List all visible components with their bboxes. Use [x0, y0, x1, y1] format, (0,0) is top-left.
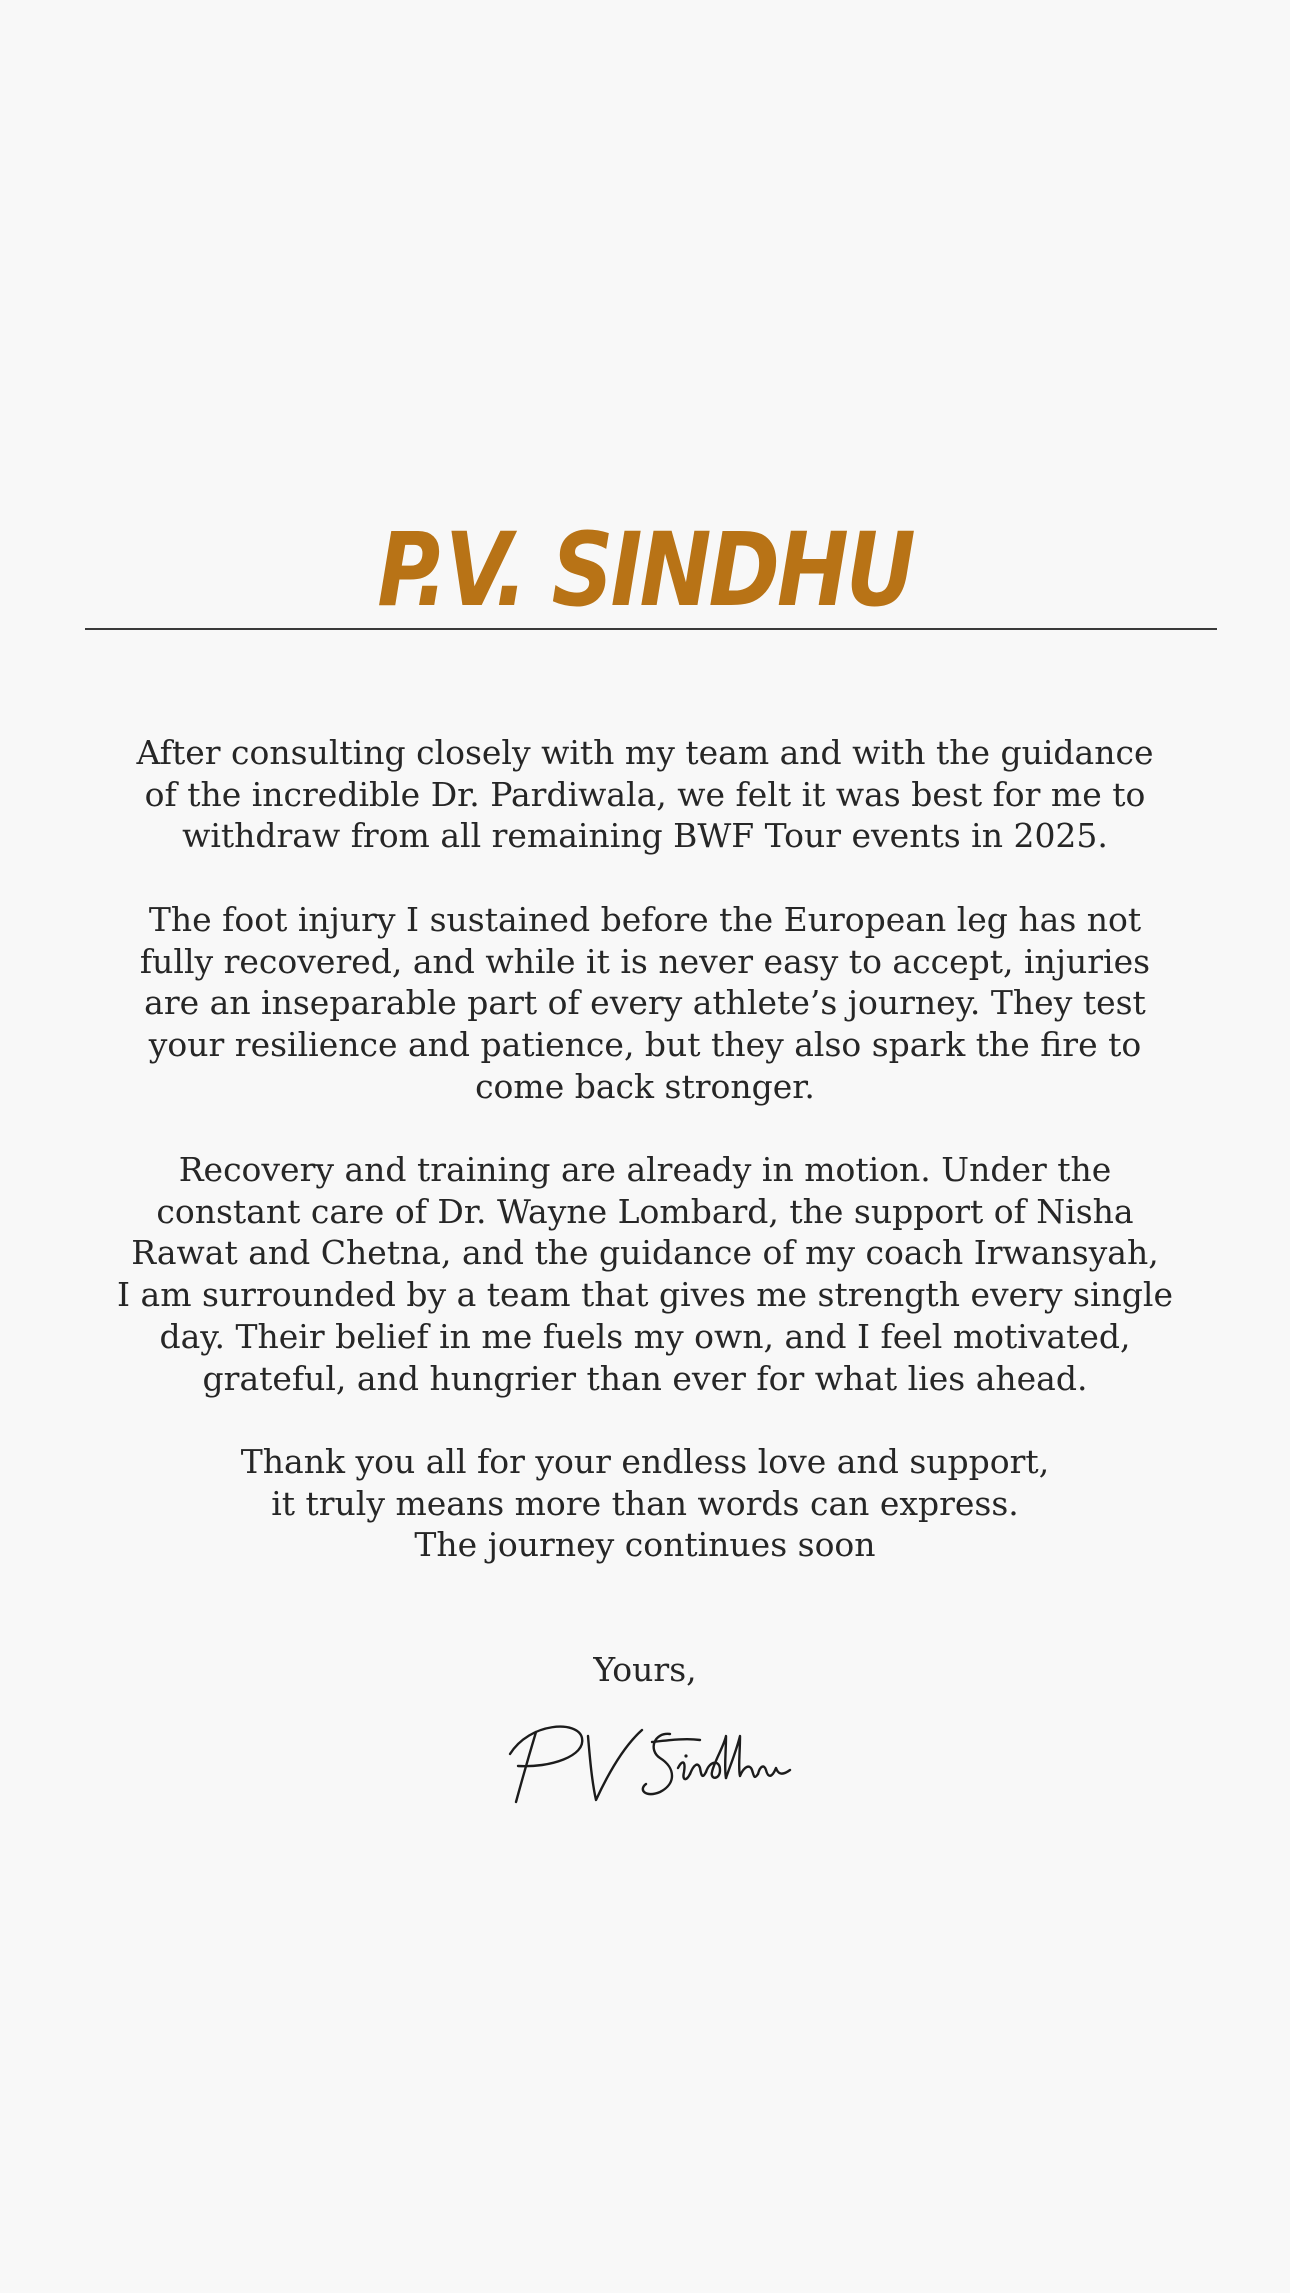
paragraph-line: I am surrounded by a team that gives me strength every single: [117, 1275, 1173, 1315]
paragraph-line: grateful, and hungrier than ever for what lies ahead.: [202, 1358, 1088, 1398]
paragraph-line: constant care of Dr. Wayne Lombard, the support of Nisha: [156, 1191, 1134, 1231]
paragraph-line: The journey continues soon: [414, 1525, 876, 1565]
paragraph-line: Rawat and Chetna, and the guidance of my coach Irwansyah,: [131, 1233, 1159, 1273]
paragraph-line: The foot injury I sustained before the European leg has not: [148, 899, 1142, 939]
paragraph-line: fully recovered, and while it is never easy to accept, injuries: [139, 941, 1151, 981]
paragraph-line: Thank you all for your endless love and support,: [240, 1441, 1050, 1481]
paragraph-4: [95, 1441, 1195, 1566]
paragraph-line: it truly means more than words can express.: [271, 1483, 1019, 1523]
paragraph-line: of the incredible Dr. Pardiwala, we felt it was best for me to: [144, 774, 1146, 814]
closing-salutation: Yours,: [593, 1650, 697, 1689]
paragraph-line: day. Their belief in me fuels my own, and I feel motivated,: [159, 1316, 1131, 1356]
signature-image: [500, 1710, 800, 1820]
brand-name: P.V. SINDHU: [377, 511, 913, 630]
paragraph-line: After consulting closely with my team and with the guidance: [136, 733, 1154, 772]
paragraph-1: [95, 732, 1195, 857]
paragraph-line: come back stronger.: [475, 1066, 815, 1106]
paragraph-3: [95, 1149, 1195, 1399]
paragraph-line: your resilience and patience, but they also spark the fire to: [148, 1024, 1142, 1064]
paragraph-line: are an inseparable part of every athlete’s journey. They test: [144, 983, 1146, 1023]
header-divider: [85, 628, 1217, 630]
paragraph-2: [95, 899, 1195, 1108]
letter-body: [95, 732, 1195, 1608]
paragraph-line: Recovery and training are already in motion. Under the: [178, 1150, 1112, 1189]
paragraph-line: withdraw from all remaining BWF Tour events in 2025.: [182, 816, 1108, 856]
